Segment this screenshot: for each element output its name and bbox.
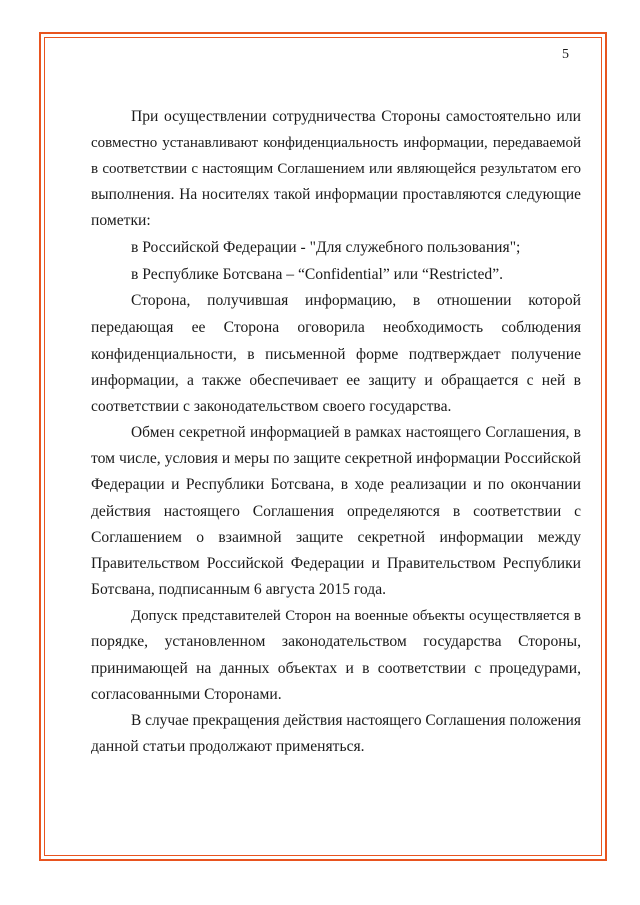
page-number: 5: [562, 47, 569, 62]
text-line: выполнения. На носителях такой информации проставляются следующие: [91, 186, 581, 203]
text-line: принимающей на данных объектах и в соответствии с процедурами,: [91, 660, 581, 677]
text-line: конфиденциальности, в письменной форме подтверждает получение: [91, 346, 581, 363]
text-line: Ботсвана, подписанным 6 августа 2015 года.: [91, 581, 387, 598]
text-line: Федерации и Республики Ботсвана, в ходе реализации и по окончании: [91, 476, 581, 493]
text-line: Правительством Российской Федерации и Правительством Республики: [91, 555, 581, 572]
text-line: том числе, условия и меры по защите секретной информации Российской: [91, 450, 581, 467]
text-line: пометки:: [91, 212, 151, 229]
text-line: Обмен секретной информацией в рамках настоящего Соглашения, в: [131, 424, 581, 441]
text-line: В случае прекращения действия настоящего Соглашения положения: [131, 712, 581, 729]
text-line: согласованными Сторонами.: [91, 686, 282, 703]
text-line: в Российской Федерации - "Для служебного пользования";: [131, 239, 521, 256]
text-line: информации, а также обеспечивает ее защиту и обращается с ней в: [91, 372, 581, 389]
text-line: в Республике Ботсвана – “Confidential” или “Restricted”.: [131, 266, 504, 283]
text-line: соответствии с законодательством своего государства.: [91, 398, 452, 415]
text-line: данной статьи продолжают применяться.: [91, 738, 365, 755]
text-line: Соглашением о взаимной защите секретной информации между: [91, 529, 581, 546]
text-line: совместно устанавливают конфиденциальность информации, передаваемой: [91, 135, 581, 151]
text-line: в соответствии с настоящим Соглашением или являющейся результатом его: [91, 161, 581, 177]
text-line: Допуск представителей Сторон на военные объекты осуществляется в: [131, 608, 581, 624]
text-line: Сторона, получившая информацию, в отношении которой: [131, 292, 581, 309]
text-line: порядке, установленном законодательством государства Стороны,: [91, 633, 581, 650]
text-line: действия настоящего Соглашения определяются в соответствии с: [91, 503, 581, 520]
text-line: передающая ее Сторона оговорила необходимость соблюдения: [91, 319, 581, 336]
text-line: При осуществлении сотрудничества Стороны самостоятельно или: [131, 108, 581, 125]
